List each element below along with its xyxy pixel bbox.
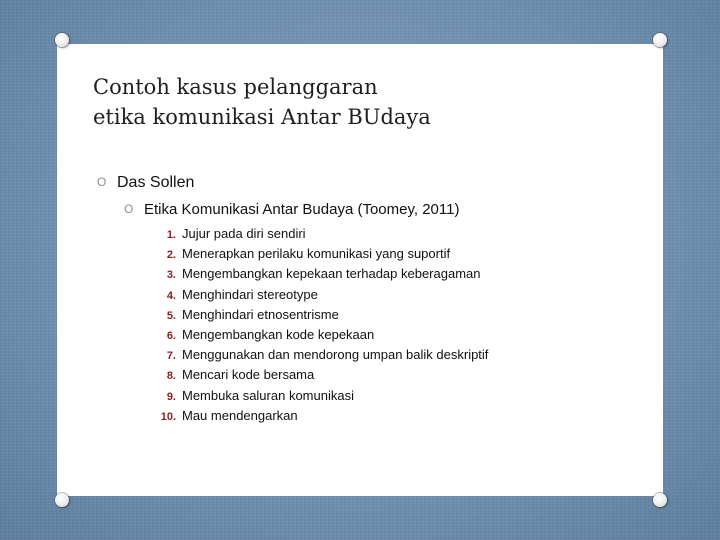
bullet-level-2-text: Etika Komunikasi Antar Budaya (Toomey, 2011) bbox=[144, 201, 460, 218]
list-number: 4. bbox=[166, 289, 176, 302]
list-text: Mencari kode bersama bbox=[182, 367, 315, 383]
list-item bbox=[140, 365, 488, 385]
list-text: Mengembangkan kode kepekaan bbox=[182, 326, 375, 342]
list-item bbox=[140, 305, 488, 325]
list-text: Mau mendengarkan bbox=[182, 407, 298, 423]
list-number: 8. bbox=[166, 370, 176, 383]
bullet-level-2 bbox=[124, 199, 459, 220]
list-number: 6. bbox=[166, 329, 176, 342]
bullet-circle-icon: O bbox=[97, 175, 107, 189]
bullet-circle-icon: O bbox=[124, 202, 134, 216]
slide-title-line-1: Contoh kasus pelanggaran bbox=[93, 75, 378, 99]
list-number: 3. bbox=[166, 269, 176, 282]
pin-icon bbox=[653, 493, 667, 507]
list-text: Menghindari etnosentrisme bbox=[182, 306, 339, 322]
slide-title bbox=[93, 72, 431, 132]
list-text: Menggunakan dan mendorong umpan balik deskriptif bbox=[182, 347, 489, 363]
pin-icon bbox=[55, 493, 69, 507]
list-number: 9. bbox=[166, 390, 176, 403]
list-text: Mengembangkan kepekaan terhadap keberagaman bbox=[182, 266, 481, 282]
list-number: 1. bbox=[166, 229, 176, 241]
list-text: Jujur pada diri sendiri bbox=[182, 226, 306, 241]
list-number: 7. bbox=[166, 350, 176, 363]
pin-icon bbox=[55, 33, 69, 47]
list-item bbox=[140, 386, 488, 406]
list-text: Membuka saluran komunikasi bbox=[182, 387, 354, 403]
list-item bbox=[140, 345, 488, 365]
list-item bbox=[140, 224, 488, 244]
list-item bbox=[140, 264, 488, 284]
list-item bbox=[140, 285, 488, 305]
list-number: 5. bbox=[166, 309, 176, 322]
bullet-level-1-text: Das Sollen bbox=[117, 174, 195, 191]
ethics-list bbox=[140, 224, 488, 426]
pin-icon bbox=[653, 33, 667, 47]
list-text: Menerapkan perilaku komunikasi yang suportif bbox=[182, 246, 451, 262]
slide-title-line-2: etika komunikasi Antar BUdaya bbox=[93, 105, 431, 129]
bullet-level-1 bbox=[97, 172, 194, 193]
list-number: 10. bbox=[160, 410, 176, 423]
list-text: Menghindari stereotype bbox=[182, 286, 318, 302]
list-item bbox=[140, 406, 488, 426]
list-item bbox=[140, 325, 488, 345]
list-number: 2. bbox=[166, 249, 176, 262]
list-item bbox=[140, 244, 488, 264]
